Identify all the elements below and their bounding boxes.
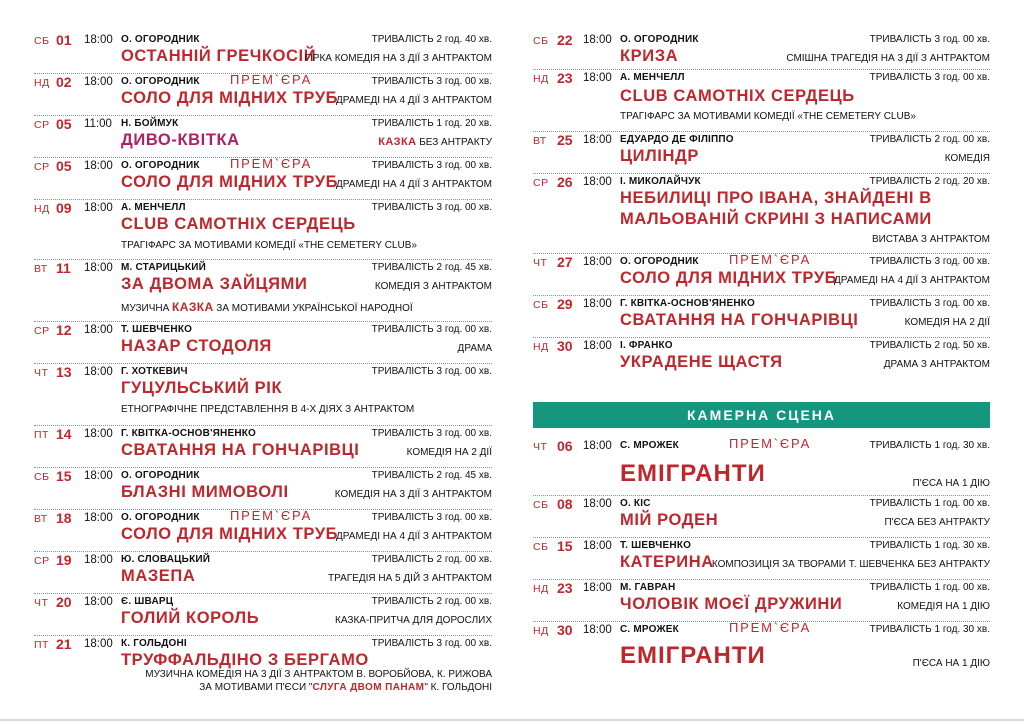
premiere-label: ПРЕМ`ЄРА xyxy=(729,252,812,267)
play-title: БЛАЗНІ МИМОВОЛІ xyxy=(121,483,289,501)
subtitle-post: ЗА МОТИВАМИ УКРАЇНСЬКОЇ НАРОДНОЇ xyxy=(213,303,413,314)
show-time: 18:00 xyxy=(84,428,113,440)
subtitle: ЕТНОГРАФІЧНЕ ПРЕДСТАВЛЕННЯ В 4-Х ДІЯХ З АНТРАКТОМ xyxy=(121,404,415,415)
show-time: 18:00 xyxy=(84,262,113,274)
schedule-entry xyxy=(533,296,990,338)
show-time: 18:00 xyxy=(84,470,113,482)
show-time: 18:00 xyxy=(84,160,113,172)
play-title: НЕБИЛИЦІ ПРО ІВАНА, ЗНАЙДЕНІ В xyxy=(620,189,932,207)
author: Ю. СЛОВАЦЬКИЙ xyxy=(121,554,211,565)
day-number: 22 xyxy=(557,32,573,48)
schedule-entry xyxy=(533,580,990,622)
subtitle xyxy=(121,300,413,314)
weekday: ЧТ xyxy=(533,257,548,269)
show-time: 18:00 xyxy=(84,202,113,214)
genre: МУЗИЧНА КОМЕДІЯ НА 3 ДІЇ З АНТРАКТОМ В. ВОРОБЙОВА, К. РИЖОВА xyxy=(145,669,492,680)
duration: ТРИВАЛІСТЬ 3 год. 00 хв. xyxy=(371,428,492,439)
author: О. ОГОРОДНИК xyxy=(121,34,200,45)
weekday: СБ xyxy=(533,35,549,47)
genre-line-2 xyxy=(199,682,492,693)
weekday: СР xyxy=(34,119,50,131)
show-time: 18:00 xyxy=(583,134,612,146)
duration: ТРИВАЛІСТЬ 2 год. 45 хв. xyxy=(371,470,492,481)
author: О. КІС xyxy=(620,498,651,509)
duration: ТРИВАЛІСТЬ 3 год. 00 хв. xyxy=(371,324,492,335)
show-time: 11:00 xyxy=(84,118,112,130)
genre: П'ЄСА НА 1 ДІЮ xyxy=(912,478,990,489)
show-time: 18:00 xyxy=(84,324,113,336)
day-number: 01 xyxy=(56,32,72,48)
weekday: ЧТ xyxy=(34,367,49,379)
schedule-entry xyxy=(34,200,492,260)
play-title: СОЛО ДЛЯ МІДНИХ ТРУБ xyxy=(121,89,339,107)
play-title: МІЙ РОДЕН xyxy=(620,511,719,529)
author: О. ОГОРОДНИК xyxy=(121,160,200,171)
weekday: СБ xyxy=(34,35,50,47)
play-title: СВАТАННЯ НА ГОНЧАРІВЦІ xyxy=(121,441,360,459)
duration: ТРИВАЛІСТЬ 2 год. 20 хв. xyxy=(869,176,990,187)
weekday: НД xyxy=(533,583,549,595)
schedule-entry xyxy=(34,468,492,510)
play-title: МАЗЕПА xyxy=(121,567,196,585)
weekday: СБ xyxy=(533,299,549,311)
genre: ДРАМЕДІ НА 4 ДІЇ З АНТРАКТОМ xyxy=(336,531,492,542)
weekday: СР xyxy=(34,325,50,337)
genre-text: БЕЗ АНТРАКТУ xyxy=(416,137,492,148)
genre: ДРАМА З АНТРАКТОМ xyxy=(883,359,990,370)
premiere-label: ПРЕМ`ЄРА xyxy=(230,72,313,87)
play-title: ТРУФФАЛЬДІНО З БЕРГАМО xyxy=(121,651,369,669)
subtitle: ТРАГІФАРС ЗА МОТИВАМИ КОМЕДІЇ «THE CEMETERY CLUB» xyxy=(620,111,916,122)
day-number: 21 xyxy=(56,636,72,652)
day-number: 25 xyxy=(557,132,573,148)
author: Т. ШЕВЧЕНКО xyxy=(620,540,692,551)
duration: ТРИВАЛІСТЬ 3 год. 00 хв. xyxy=(371,76,492,87)
duration: ТРИВАЛІСТЬ 2 год. 50 хв. xyxy=(869,340,990,351)
play-title: CLUB САМОТНІХ СЕРДЕЦЬ xyxy=(620,87,855,105)
duration: ТРИВАЛІСТЬ 1 год. 30 хв. xyxy=(869,624,990,635)
author: С. МРОЖЕК xyxy=(620,440,679,451)
schedule-entry xyxy=(533,132,990,174)
author: Є. ШВАРЦ xyxy=(121,596,174,607)
duration: ТРИВАЛІСТЬ 2 год. 00 хв. xyxy=(371,596,492,607)
show-time: 18:00 xyxy=(583,256,612,268)
weekday: НД xyxy=(533,625,549,637)
show-time: 18:00 xyxy=(84,512,113,524)
chamber-stage-header: КАМЕРНА СЦЕНА xyxy=(533,402,990,428)
show-time: 18:00 xyxy=(583,176,612,188)
play-title: СОЛО ДЛЯ МІДНИХ ТРУБ xyxy=(121,525,339,543)
duration: ТРИВАЛІСТЬ 2 год. 40 хв. xyxy=(371,34,492,45)
play-title: ЕМІГРАНТИ xyxy=(620,460,766,487)
weekday: НД xyxy=(533,73,549,85)
weekday: НД xyxy=(34,77,50,89)
day-number: 09 xyxy=(56,200,72,216)
weekday: СБ xyxy=(533,541,549,553)
right-column xyxy=(533,32,990,680)
schedule-entry xyxy=(34,364,492,426)
day-number: 26 xyxy=(557,174,573,190)
play-title: ДИВО-КВІТКА xyxy=(121,131,240,149)
show-time: 18:00 xyxy=(583,440,612,452)
schedule-entry xyxy=(34,32,492,74)
schedule-entry xyxy=(34,552,492,594)
schedule-entry xyxy=(533,32,990,70)
schedule-entry xyxy=(34,594,492,636)
bottom-divider xyxy=(0,719,1024,721)
weekday: ВТ xyxy=(34,263,48,275)
show-time: 18:00 xyxy=(84,366,113,378)
show-time: 18:00 xyxy=(84,554,113,566)
day-number: 06 xyxy=(557,438,573,454)
author: ЕДУАРДО ДЕ ФІЛІППО xyxy=(620,134,734,145)
schedule-entry xyxy=(34,510,492,552)
schedule-entry xyxy=(34,74,492,116)
genre-accent: КАЗКА xyxy=(378,136,417,148)
duration: ТРИВАЛІСТЬ 2 год. 45 хв. xyxy=(371,262,492,273)
play-title: КАТЕРИНА xyxy=(620,553,714,571)
day-number: 08 xyxy=(557,496,573,512)
duration: ТРИВАЛІСТЬ 1 год. 30 хв. xyxy=(869,540,990,551)
genre: П'ЄСА НА 1 ДІЮ xyxy=(912,658,990,669)
show-time: 18:00 xyxy=(84,76,113,88)
genre2-pre: ЗА МОТИВАМИ П'ЄСИ " xyxy=(199,682,313,693)
weekday: НД xyxy=(533,341,549,353)
genre: КОМЕДІЯ НА 2 ДІЇ xyxy=(904,317,990,328)
duration: ТРИВАЛІСТЬ 3 год. 00 хв. xyxy=(371,512,492,523)
author: А. МЕНЧЕЛЛ xyxy=(620,72,685,83)
day-number: 30 xyxy=(557,622,573,638)
day-number: 23 xyxy=(557,580,573,596)
author: Г. КВІТКА-ОСНОВ'ЯНЕНКО xyxy=(121,428,257,439)
subtitle-accent: КАЗКА xyxy=(172,300,214,314)
show-time: 18:00 xyxy=(583,582,612,594)
show-time: 18:00 xyxy=(583,340,612,352)
play-title: СОЛО ДЛЯ МІДНИХ ТРУБ xyxy=(121,173,339,191)
schedule-entry xyxy=(34,322,492,364)
duration: ТРИВАЛІСТЬ 1 год. 30 хв. xyxy=(869,440,990,451)
genre: П'ЄСА БЕЗ АНТРАКТУ xyxy=(884,517,990,528)
author: О. ОГОРОДНИК xyxy=(121,76,200,87)
play-title: ГОЛИЙ КОРОЛЬ xyxy=(121,609,260,627)
genre: ДРАМЕДІ НА 4 ДІЇ З АНТРАКТОМ xyxy=(336,179,492,190)
genre: КОМЕДІЯ З АНТРАКТОМ xyxy=(374,281,492,292)
genre: СМІШНА ТРАГЕДІЯ НА 3 ДІЇ З АНТРАКТОМ xyxy=(786,53,990,64)
weekday: СР xyxy=(533,177,549,189)
genre: КОМЕДІЯ xyxy=(944,153,990,164)
duration: ТРИВАЛІСТЬ 3 год. 00 хв. xyxy=(869,298,990,309)
author: А. МЕНЧЕЛЛ xyxy=(121,202,186,213)
day-number: 13 xyxy=(56,364,72,380)
schedule-entry xyxy=(34,426,492,468)
genre: КАЗКА-ПРИТЧА ДЛЯ ДОРОСЛИХ xyxy=(335,615,492,626)
duration: ТРИВАЛІСТЬ 1 год. 00 хв. xyxy=(869,582,990,593)
play-title: CLUB САМОТНІХ СЕРДЕЦЬ xyxy=(121,215,356,233)
day-number: 05 xyxy=(56,158,72,174)
weekday: ВТ xyxy=(533,135,547,147)
author: І. МИКОЛАЙЧУК xyxy=(620,176,701,187)
schedule-entry xyxy=(533,70,990,132)
weekday: СБ xyxy=(533,499,549,511)
genre: ВИСТАВА З АНТРАКТОМ xyxy=(871,234,990,245)
weekday: СР xyxy=(34,555,50,567)
left-column xyxy=(34,32,492,694)
day-number: 02 xyxy=(56,74,72,90)
schedule-entry xyxy=(34,636,492,694)
play-title: ОСТАННІЙ ГРЕЧКОСІЙ xyxy=(121,47,317,65)
author: О. ОГОРОДНИК xyxy=(121,512,200,523)
show-time: 18:00 xyxy=(583,298,612,310)
schedule-entry xyxy=(533,254,990,296)
genre: ГІРКА КОМЕДІЯ НА 3 ДІЇ З АНТРАКТОМ xyxy=(304,53,492,64)
show-time: 18:00 xyxy=(583,72,612,84)
genre xyxy=(378,136,492,148)
subtitle: ТРАГІФАРС ЗА МОТИВАМИ КОМЕДІЇ «THE CEMETERY CLUB» xyxy=(121,240,417,251)
weekday: ПТ xyxy=(34,429,49,441)
show-time: 18:00 xyxy=(583,498,612,510)
weekday: ВТ xyxy=(34,513,48,525)
schedule-entry xyxy=(533,338,990,380)
play-title: ЗА ДВОМА ЗАЙЦЯМИ xyxy=(121,275,308,293)
schedule-entry xyxy=(533,538,990,580)
schedule-entry xyxy=(34,260,492,322)
schedule-entry xyxy=(34,116,492,158)
genre2-post: " К. ГОЛЬДОНІ xyxy=(424,682,492,693)
duration: ТРИВАЛІСТЬ 1 год. 00 хв. xyxy=(869,498,990,509)
weekday: НД xyxy=(34,203,50,215)
premiere-label: ПРЕМ`ЄРА xyxy=(230,156,313,171)
genre: ДРАМЕДІ НА 4 ДІЇ З АНТРАКТОМ xyxy=(834,275,990,286)
day-number: 05 xyxy=(56,116,72,132)
spacer xyxy=(533,380,990,402)
weekday: ЧТ xyxy=(34,597,49,609)
author: О. ОГОРОДНИК xyxy=(121,470,200,481)
day-number: 18 xyxy=(56,510,72,526)
play-title: СОЛО ДЛЯ МІДНИХ ТРУБ xyxy=(620,269,838,287)
play-title: ЕМІГРАНТИ xyxy=(620,642,766,669)
schedule-entry xyxy=(533,174,990,254)
day-number: 15 xyxy=(56,468,72,484)
subtitle-pre: МУЗИЧНА xyxy=(121,303,173,314)
schedule-entry xyxy=(34,158,492,200)
duration: ТРИВАЛІСТЬ 2 год. 00 хв. xyxy=(371,554,492,565)
weekday: ПТ xyxy=(34,639,49,651)
schedule-entry xyxy=(533,438,990,496)
author: О. ОГОРОДНИК xyxy=(620,256,699,267)
genre: КОМЕДІЯ НА 2 ДІЇ xyxy=(406,447,492,458)
genre2-accent: СЛУГА ДВОМ ПАНАМ xyxy=(312,682,425,693)
author: М. ГАВРАН xyxy=(620,582,676,593)
author: К. ГОЛЬДОНІ xyxy=(121,638,187,649)
premiere-label: ПРЕМ`ЄРА xyxy=(230,508,313,523)
genre: КОМПОЗИЦІЯ ЗА ТВОРАМИ Т. ШЕВЧЕНКА БЕЗ АНТРАКТУ xyxy=(711,559,990,570)
author: Н. БОЙМУК xyxy=(121,118,179,129)
duration: ТРИВАЛІСТЬ 3 год. 00 хв. xyxy=(371,202,492,213)
genre: КОМЕДІЯ НА 3 ДІЇ З АНТРАКТОМ xyxy=(334,489,492,500)
play-title: УКРАДЕНЕ ЩАСТЯ xyxy=(620,353,783,371)
genre: ДРАМА xyxy=(457,343,492,354)
author: Т. ШЕВЧЕНКО xyxy=(121,324,193,335)
duration: ТРИВАЛІСТЬ 3 год. 00 хв. xyxy=(371,366,492,377)
genre: ТРАГЕДІЯ НА 5 ДІЙ З АНТРАКТОМ xyxy=(327,573,492,584)
play-title: НАЗАР СТОДОЛЯ xyxy=(121,337,272,355)
day-number: 27 xyxy=(557,254,573,270)
premiere-label: ПРЕМ`ЄРА xyxy=(729,620,812,635)
schedule-entry xyxy=(533,622,990,680)
genre: КОМЕДІЯ НА 1 ДІЮ xyxy=(897,601,990,612)
duration: ТРИВАЛІСТЬ 3 год. 00 хв. xyxy=(869,34,990,45)
show-time: 18:00 xyxy=(84,34,113,46)
duration: ТРИВАЛІСТЬ 3 год. 00 хв. xyxy=(371,160,492,171)
day-number: 20 xyxy=(56,594,72,610)
play-title: ГУЦУЛЬСЬКИЙ РІК xyxy=(121,379,283,397)
play-title: СВАТАННЯ НА ГОНЧАРІВЦІ xyxy=(620,311,859,329)
day-number: 23 xyxy=(557,70,573,86)
author: О. ОГОРОДНИК xyxy=(620,34,699,45)
weekday: ЧТ xyxy=(533,441,548,453)
day-number: 15 xyxy=(557,538,573,554)
duration: ТРИВАЛІСТЬ 1 год. 20 хв. xyxy=(371,118,492,129)
author: Г. ХОТКЕВИЧ xyxy=(121,366,188,377)
duration: ТРИВАЛІСТЬ 3 год. 00 хв. xyxy=(371,638,492,649)
day-number: 14 xyxy=(56,426,72,442)
show-time: 18:00 xyxy=(583,540,612,552)
play-title: ЦИЛІНДР xyxy=(620,147,699,165)
day-number: 12 xyxy=(56,322,72,338)
schedule-entry xyxy=(533,496,990,538)
show-time: 18:00 xyxy=(583,624,612,636)
duration: ТРИВАЛІСТЬ 3 год. 00 хв. xyxy=(869,72,990,83)
author: І. ФРАНКО xyxy=(620,340,673,351)
weekday: СР xyxy=(34,161,50,173)
author: М. СТАРИЦЬКИЙ xyxy=(121,262,206,273)
author: С. МРОЖЕК xyxy=(620,624,679,635)
play-title: КРИЗА xyxy=(620,47,679,65)
duration: ТРИВАЛІСТЬ 2 год. 00 хв. xyxy=(869,134,990,145)
premiere-label: ПРЕМ`ЄРА xyxy=(729,436,812,451)
day-number: 11 xyxy=(56,260,71,276)
show-time: 18:00 xyxy=(84,638,113,650)
day-number: 19 xyxy=(56,552,72,568)
day-number: 30 xyxy=(557,338,573,354)
genre: ДРАМЕДІ НА 4 ДІЇ З АНТРАКТОМ xyxy=(336,95,492,106)
author: Г. КВІТКА-ОСНОВ'ЯНЕНКО xyxy=(620,298,756,309)
play-title-line-2: МАЛЬОВАНІЙ СКРИНІ З НАПИСАМИ xyxy=(620,210,932,228)
day-number: 29 xyxy=(557,296,573,312)
show-time: 18:00 xyxy=(84,596,113,608)
play-title: ЧОЛОВІК МОЄЇ ДРУЖИНИ xyxy=(620,595,843,613)
show-time: 18:00 xyxy=(583,34,612,46)
duration: ТРИВАЛІСТЬ 3 год. 00 хв. xyxy=(869,256,990,267)
weekday: СБ xyxy=(34,471,50,483)
